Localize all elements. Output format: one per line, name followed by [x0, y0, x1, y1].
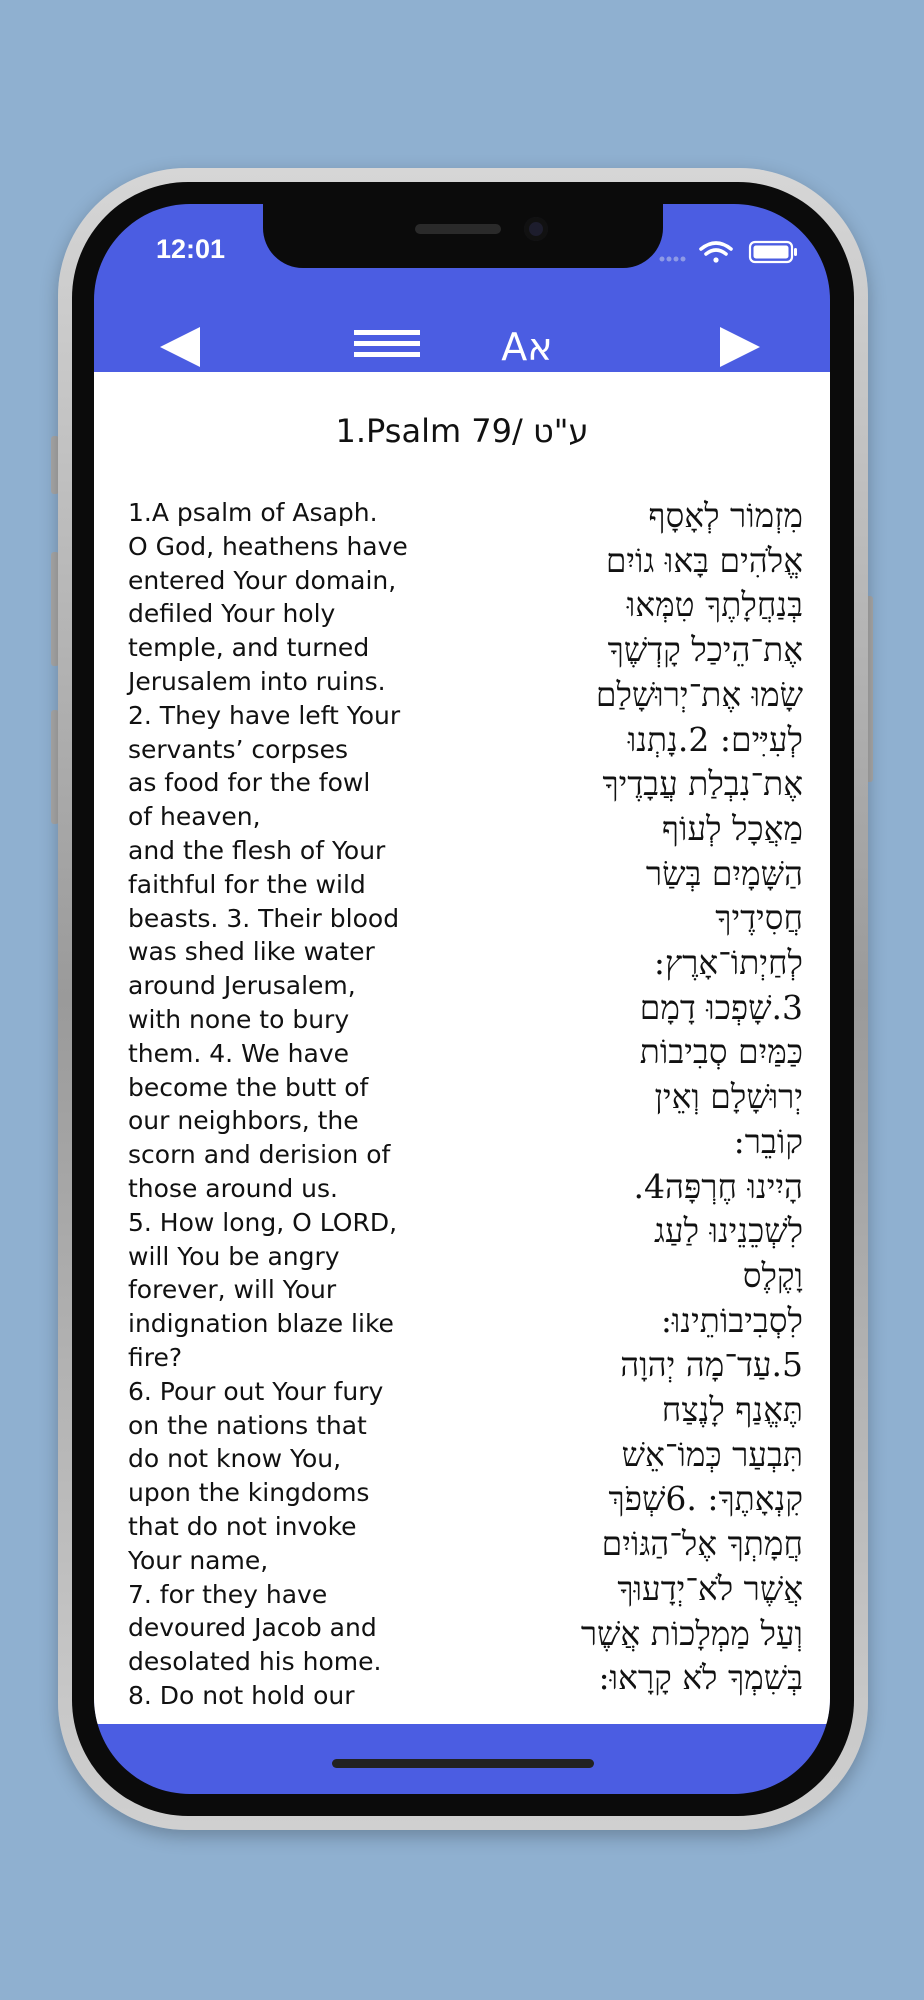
screen: [94, 204, 830, 1794]
triangle-left-icon: [158, 325, 202, 369]
wifi-icon: [701, 243, 731, 263]
earpiece-speaker: [415, 224, 501, 234]
font-size-button[interactable]: [492, 317, 562, 377]
front-camera: [524, 217, 548, 241]
status-icons: [658, 236, 798, 266]
camera-notch: [263, 204, 663, 268]
hebrew-text: מִזְמוֹר לְאָסָף אֱלֹהִים בָּאוּ גוֹיִם בְּנַחֲלָתֶךָ טִמְּאוּ אֶת־הֵיכַל קָדְשֶׁךָ שָׂמוּ אֶת־יְרוּשָׁלַם לְעִיִּים: 2.נָתְנוּ אֶת־נִבְלַת עֲבָדֶיךָ מַאֲכָל לְעוֹף הַשָּׁמָיִם בְּשַׂר חֲסִידֶיךָ לְחַיְתוֹ־אָרֶץ: 3.שָׁפְכוּ דָמָם כַּמַּיִם סְבִיבוֹת יְרוּשָׁלָם וְאֵין קוֹבֵר: הָיִינוּ חֶרְפָּה4. לִשְׁכֵנֵינוּ לַעַג וָקֶלֶס לִסְבִיבוֹתֵינוּ: 5.עַד־מָה יְהוָה תֶּאֱנַף לָנֶצַח תִּבְעַר כְּמוֹ־אֵשׁ קִנְאָתֶךָ: .6שְׁפֹךְ חֲמָתְךָ אֶל־הַגּוֹיִם אֲשֶׁר לֹא־יְדָעוּךָ וְעַל מַמְלָכוֹת אֲשֶׁר בְּשִׁמְךָ לֹא קָרָאוּ:: [580, 496, 803, 1698]
menu-button[interactable]: [352, 321, 422, 367]
status-time: 12:01: [156, 234, 226, 264]
previous-button[interactable]: [152, 319, 208, 375]
home-indicator[interactable]: [332, 1759, 594, 1768]
passage-title: 1.Psalm 79/ ע"ט: [335, 412, 589, 450]
cellular-signal-icon: [660, 257, 686, 262]
next-button[interactable]: [712, 319, 768, 375]
english-text: 1.A psalm of Asaph. O God, heathens have entered Your domain, defiled Your holy temple, and turned Jerusalem into ruins. 2. They have left Your servants’ corpses as food for the fowl of heaven, and the flesh of Your faithful for the wild beasts. 3. Their blood was shed like water around Jerusalem, with none to bury them. 4. We have become the butt of our neighbors, the scorn and derision of those around us. 5. How long, O LORD, will You be angry forever, will Your indignation blaze like fire? 6. Pour out Your fury on the nations that do not know You, upon the kingdoms that do not invoke Your name, 7. for they have devoured Jacob and desolated his home. 8. Do not hold our: [128, 498, 408, 1710]
font-size-label: Aא: [501, 325, 553, 369]
hamburger-menu-icon: [352, 324, 422, 364]
battery-icon: [750, 242, 797, 262]
triangle-right-icon: [718, 325, 762, 369]
passage-view[interactable]: [94, 372, 830, 1724]
